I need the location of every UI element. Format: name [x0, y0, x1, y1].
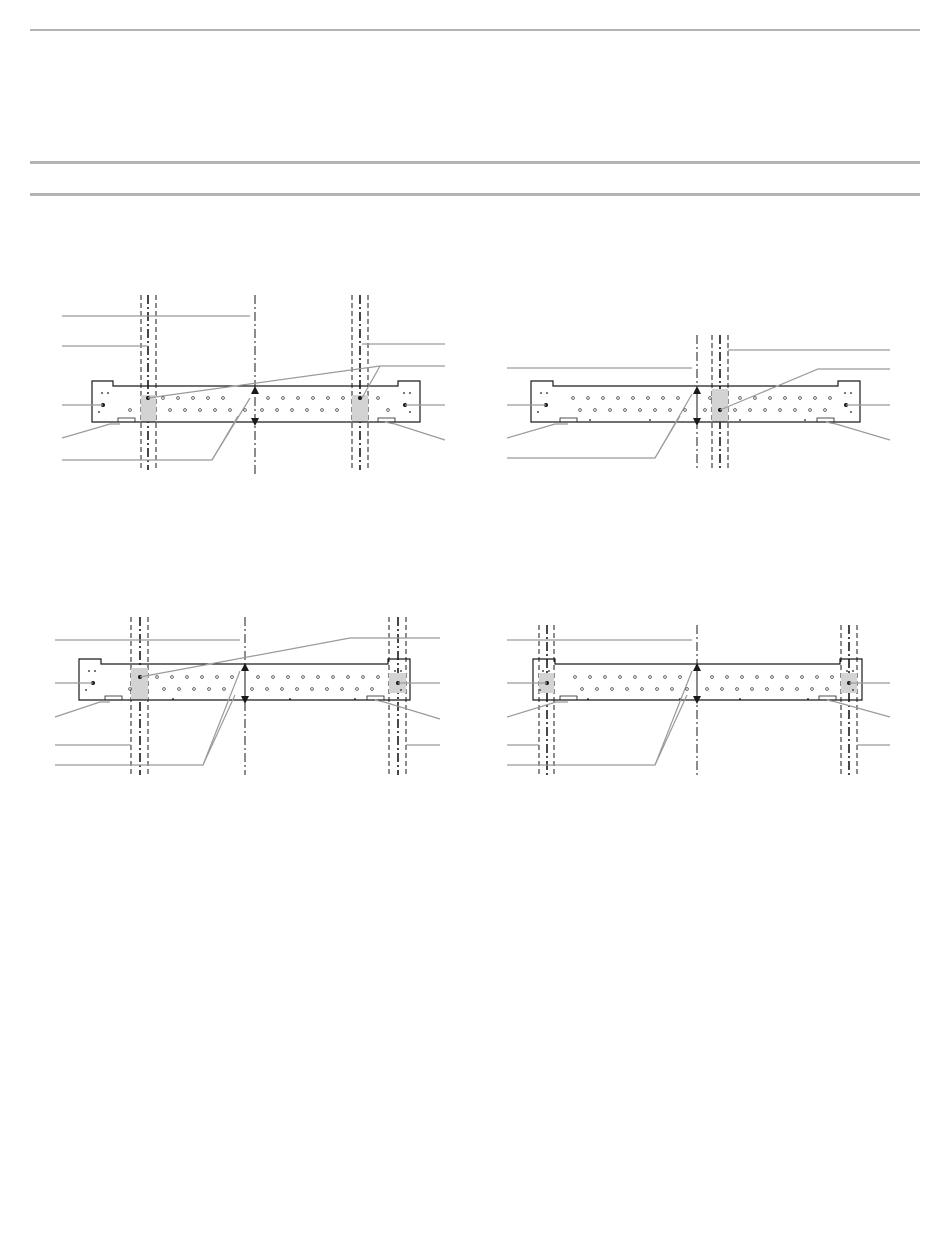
diagram-top-right [507, 335, 890, 470]
diagram-top-left [62, 295, 445, 475]
diagram-bottom-left [55, 617, 440, 775]
diagram-bottom-right [507, 625, 890, 775]
